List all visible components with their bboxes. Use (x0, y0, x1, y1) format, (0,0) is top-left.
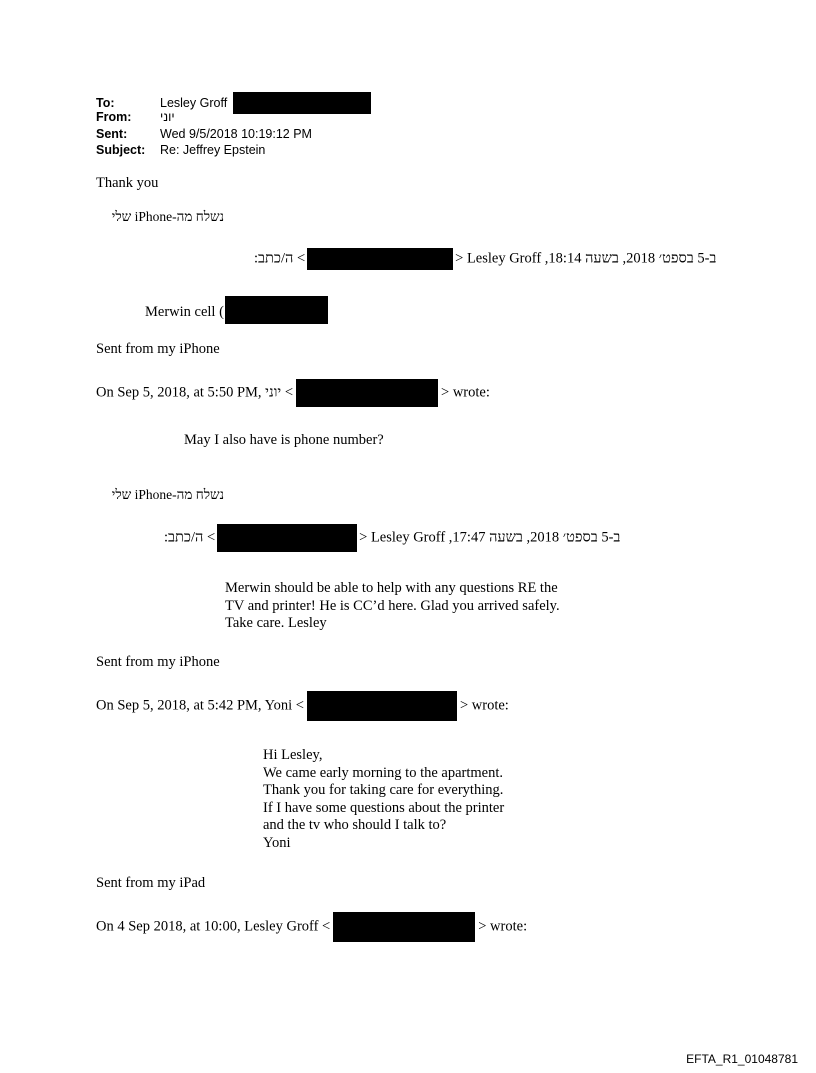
paragraph-line: and the tv who should I talk to? (263, 817, 447, 833)
paragraph-line: We came early morning to the apartment. (263, 764, 504, 781)
phone-question-text: May I also have is phone number? (184, 432, 384, 448)
to-label: To: (96, 96, 115, 110)
paragraph-line: Hi Lesley, (263, 747, 323, 763)
from-label: From: (96, 110, 132, 124)
paragraph-line: Yoni (263, 834, 291, 851)
redaction-box (217, 524, 357, 552)
quote-suffix: > wrote: (441, 384, 490, 401)
paragraph-line: TV and printer! He is CC’d here. Glad you arrived safely. (225, 597, 560, 614)
lesley-reply-paragraph (225, 580, 560, 633)
sent-label: Sent: (96, 127, 128, 141)
quote-suffix: > ה/כתב: (164, 529, 216, 546)
redaction-box (296, 379, 438, 407)
quote-intro: On Sep 5, 2018, at 5:50 PM, יוני < (96, 384, 294, 401)
quote-header (96, 691, 509, 721)
quote-suffix: > wrote: (459, 697, 509, 714)
redaction-box (333, 912, 475, 942)
merwin-cell-text: Merwin cell (145, 304, 216, 320)
redaction-box (233, 92, 371, 114)
quote-intro: On Sep 5, 2018, at 5:42 PM, Yoni < (96, 697, 304, 714)
document-id: EFTA_R1_01048781 (686, 1052, 798, 1066)
subject-value: Re: Jeffrey Epstein (160, 143, 266, 157)
redaction-box (225, 296, 328, 324)
quote-intro: ב-5 בספט׳ 2018, בשעה 17:47, Lesley Groff < (359, 529, 621, 546)
paragraph-line: Take care. Lesley (225, 615, 327, 631)
quote-intro: ב-5 בספט׳ 2018, בשעה 18:14, Lesley Groff < (455, 250, 717, 267)
sent-from-ipad: Sent from my iPad (96, 875, 206, 891)
thank-you-text: Thank you (96, 175, 159, 191)
sent-value: Wed 9/5/2018 10:19:12 PM (160, 127, 312, 141)
quote-suffix: > wrote: (478, 918, 528, 935)
paragraph-line: If I have some questions about the printer (263, 799, 505, 816)
sent-from-iphone: Sent from my iPhone (96, 654, 220, 670)
quote-header-hebrew (164, 524, 620, 552)
quote-suffix: > ה/כתב: (254, 250, 306, 267)
merwin-cell-line (145, 304, 224, 320)
merwin-paren: ( (219, 304, 224, 320)
from-value: יוני (160, 110, 175, 124)
sent-from-iphone: Sent from my iPhone (96, 341, 220, 357)
sent-from-iphone-hebrew: נשלח מה-iPhone שלי (111, 487, 224, 502)
yoni-message-paragraph (263, 747, 504, 852)
quote-header (96, 912, 527, 942)
redaction-box (307, 248, 453, 270)
redaction-box (307, 691, 457, 721)
quote-intro: On 4 Sep 2018, at 10:00, Lesley Groff < (96, 918, 331, 935)
quote-header-hebrew (254, 248, 716, 270)
quote-header (96, 379, 490, 407)
paragraph-line: Thank you for taking care for everything. (263, 782, 504, 798)
sent-from-iphone-hebrew: נשלח מה-iPhone שלי (111, 209, 224, 224)
to-value: Lesley Groff (160, 96, 228, 110)
subject-label: Subject: (96, 143, 146, 157)
paragraph-line: Merwin should be able to help with any questions RE the (225, 580, 558, 596)
